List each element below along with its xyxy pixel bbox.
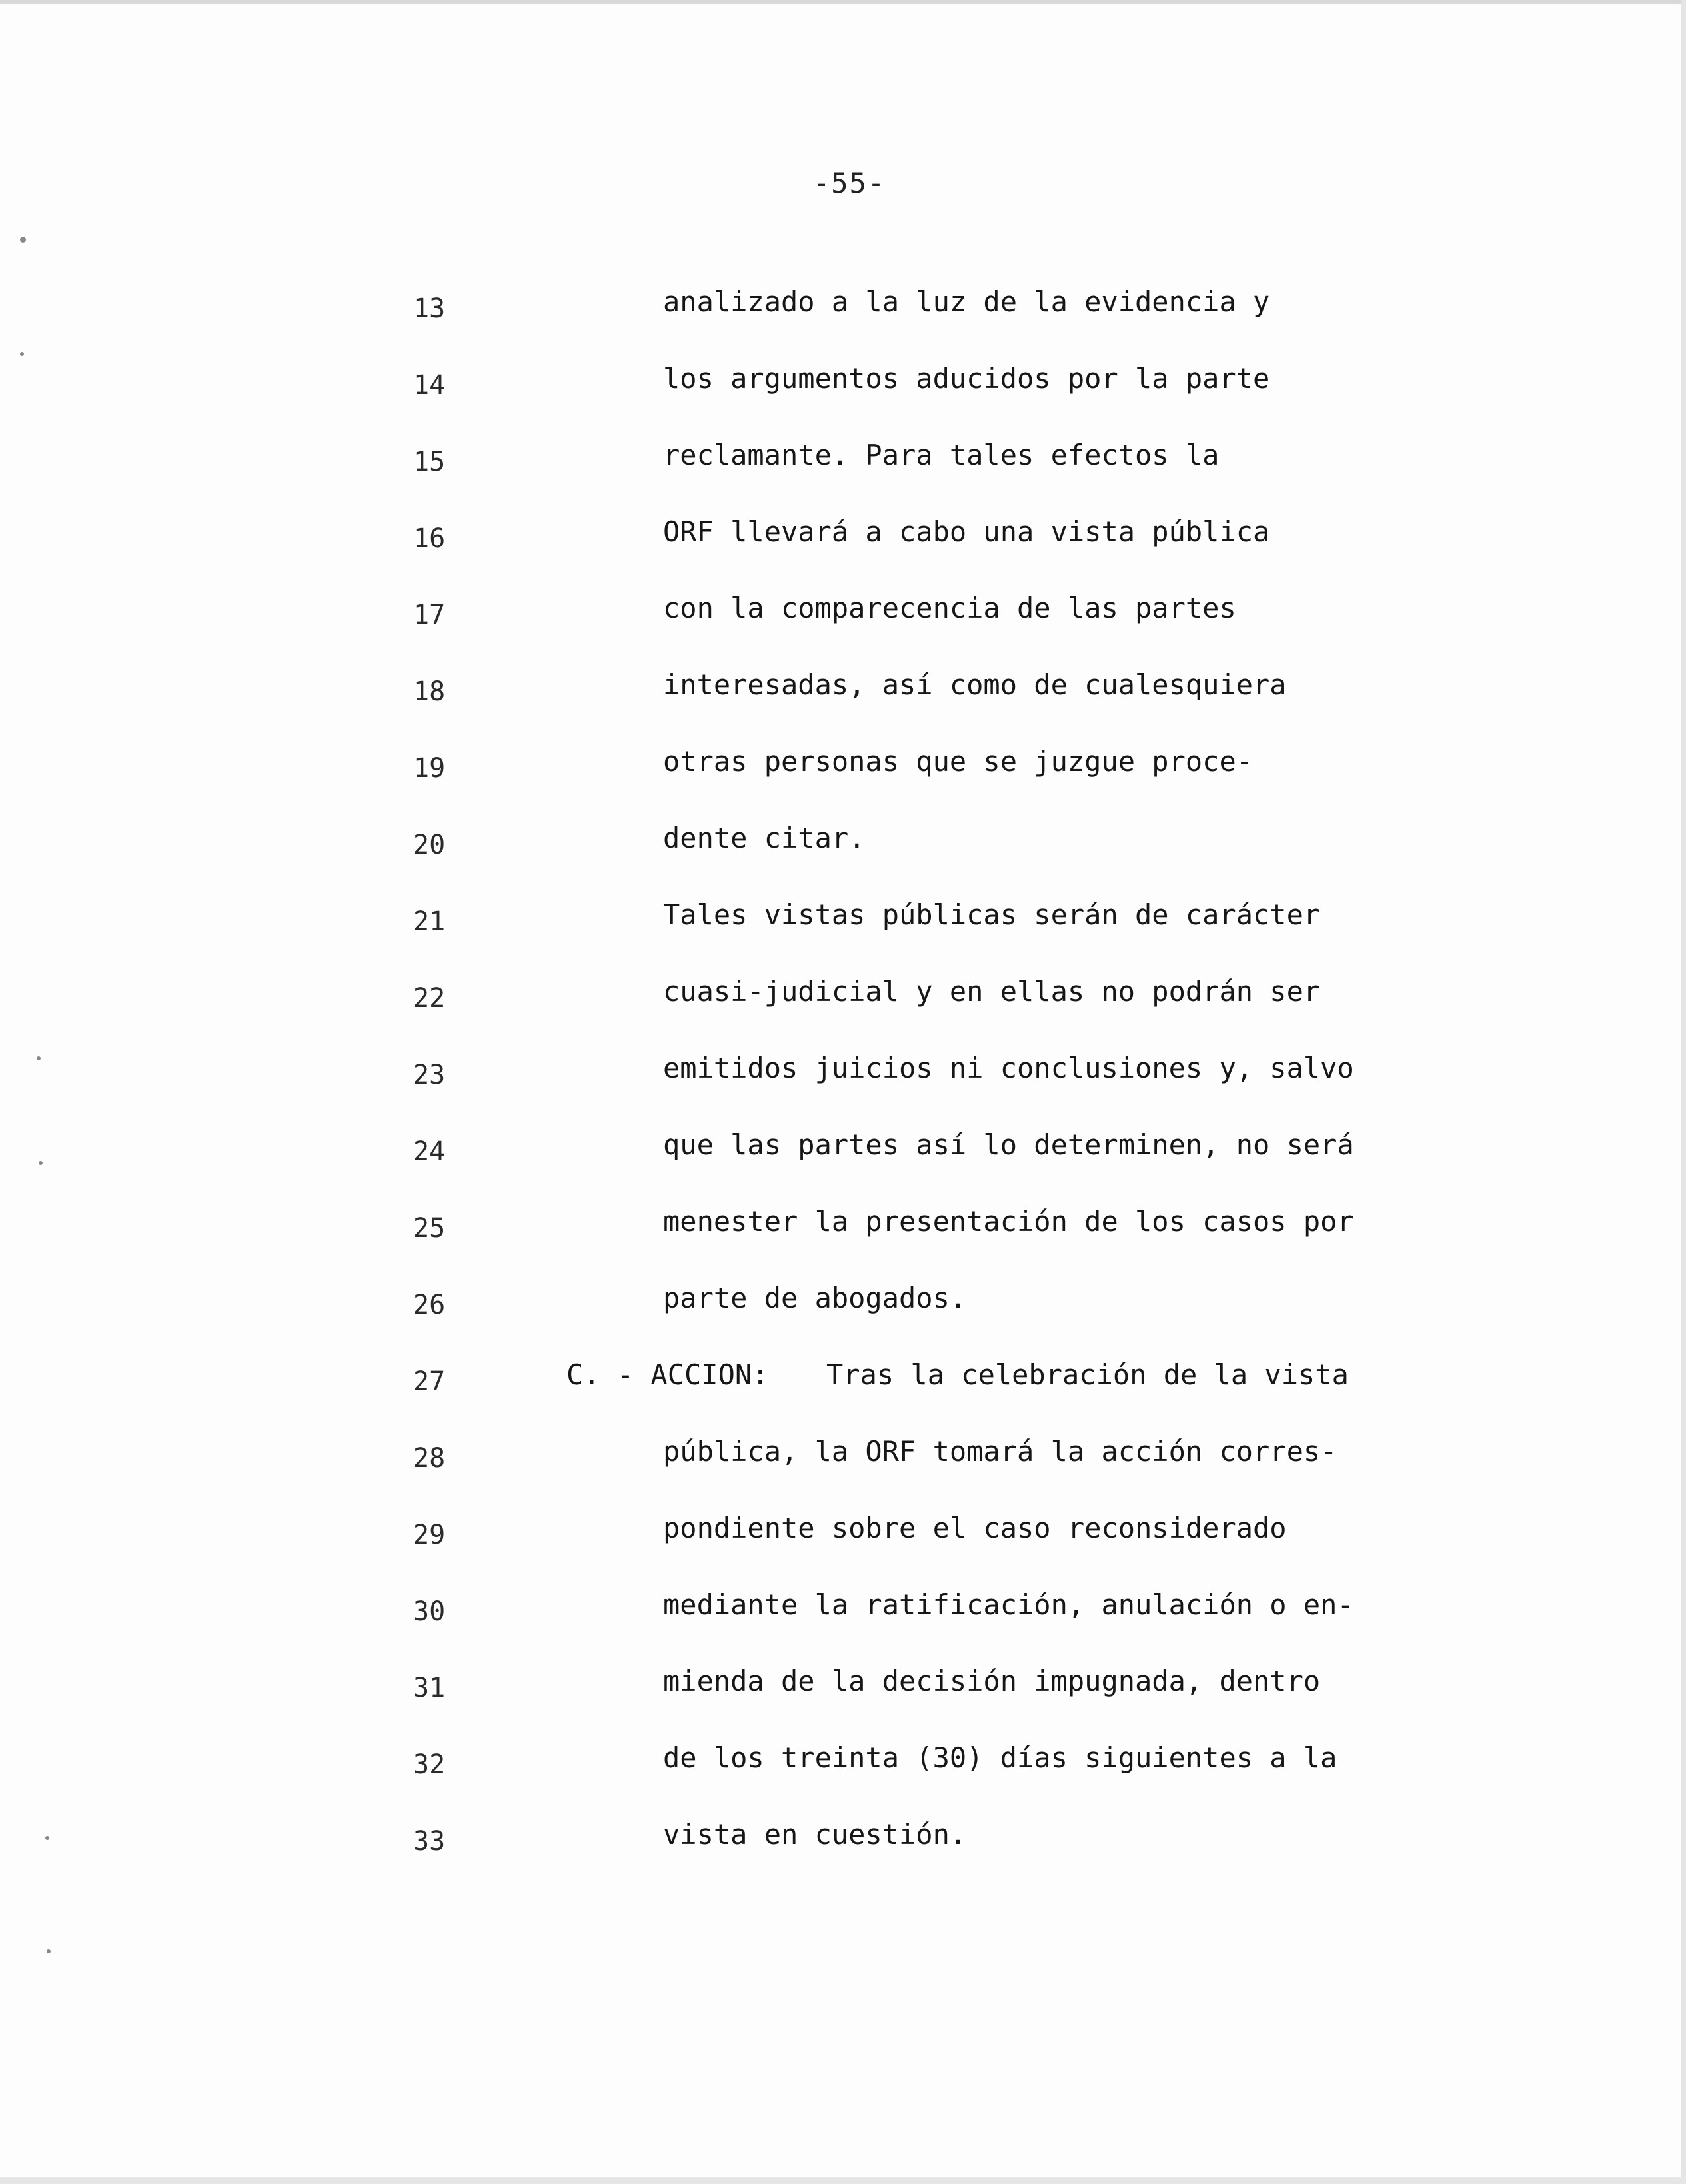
line-number: 33 bbox=[413, 1826, 446, 1857]
line-number: 22 bbox=[413, 983, 446, 1014]
line-number: 14 bbox=[413, 370, 446, 401]
scan-speck bbox=[20, 352, 24, 356]
text-line: emitidos juicios ni conclusiones y, salvo bbox=[663, 1052, 1354, 1084]
text-line: reclamante. Para tales efectos la bbox=[663, 439, 1220, 471]
page-top-edge bbox=[0, 0, 1686, 4]
page-bottom-edge bbox=[0, 2177, 1686, 2184]
scan-speck bbox=[20, 237, 26, 243]
line-number: 28 bbox=[413, 1443, 446, 1474]
line-number: 20 bbox=[413, 830, 446, 860]
page-right-edge bbox=[1681, 0, 1686, 2184]
text-line: vista en cuestión. bbox=[663, 1818, 967, 1851]
text-line: interesadas, así como de cualesquiera bbox=[663, 668, 1287, 701]
text-line: con la comparecencia de las partes bbox=[663, 592, 1236, 624]
text-line: pública, la ORF tomará la acción corres- bbox=[663, 1435, 1337, 1468]
scan-speck bbox=[47, 1949, 51, 1953]
line-number: 32 bbox=[413, 1749, 446, 1780]
line-number: 26 bbox=[413, 1290, 446, 1320]
text-line: Tras la celebración de la vista bbox=[826, 1358, 1349, 1391]
text-line: que las partes así lo determinen, no será bbox=[663, 1128, 1354, 1161]
line-number: 21 bbox=[413, 906, 446, 937]
line-number: 25 bbox=[413, 1213, 446, 1244]
section-label: C. - ACCION: bbox=[566, 1358, 769, 1391]
line-number: 30 bbox=[413, 1596, 446, 1627]
line-number: 18 bbox=[413, 676, 446, 707]
scan-speck bbox=[37, 1056, 41, 1060]
text-line: parte de abogados. bbox=[663, 1282, 967, 1314]
line-number: 23 bbox=[413, 1060, 446, 1090]
text-line: otras personas que se juzgue proce- bbox=[663, 745, 1254, 778]
line-number: 29 bbox=[413, 1520, 446, 1550]
line-number: 15 bbox=[413, 447, 446, 477]
text-line: dente citar. bbox=[663, 822, 866, 854]
line-number: 13 bbox=[413, 293, 446, 324]
line-number: 16 bbox=[413, 523, 446, 554]
text-line: los argumentos aducidos por la parte bbox=[663, 362, 1270, 395]
text-line: analizado a la luz de la evidencia y bbox=[663, 285, 1270, 318]
text-line: de los treinta (30) días siguientes a la bbox=[663, 1741, 1337, 1774]
text-line: mediante la ratificación, anulación o en- bbox=[663, 1588, 1354, 1621]
line-number: 19 bbox=[413, 753, 446, 784]
page-number: -55- bbox=[813, 167, 886, 199]
text-line: pondiente sobre el caso reconsiderado bbox=[663, 1512, 1287, 1544]
scan-speck bbox=[45, 1836, 49, 1840]
text-line: mienda de la decisión impugnada, dentro bbox=[663, 1665, 1321, 1697]
text-line: Tales vistas públicas serán de carácter bbox=[663, 898, 1321, 931]
text-line: ORF llevará a cabo una vista pública bbox=[663, 515, 1270, 548]
line-number: 31 bbox=[413, 1673, 446, 1703]
text-line: cuasi-judicial y en ellas no podrán ser bbox=[663, 975, 1321, 1008]
line-number: 17 bbox=[413, 600, 446, 630]
line-number: 27 bbox=[413, 1366, 446, 1397]
line-number: 24 bbox=[413, 1136, 446, 1167]
scan-speck bbox=[39, 1161, 43, 1165]
text-line: menester la presentación de los casos por bbox=[663, 1205, 1354, 1238]
